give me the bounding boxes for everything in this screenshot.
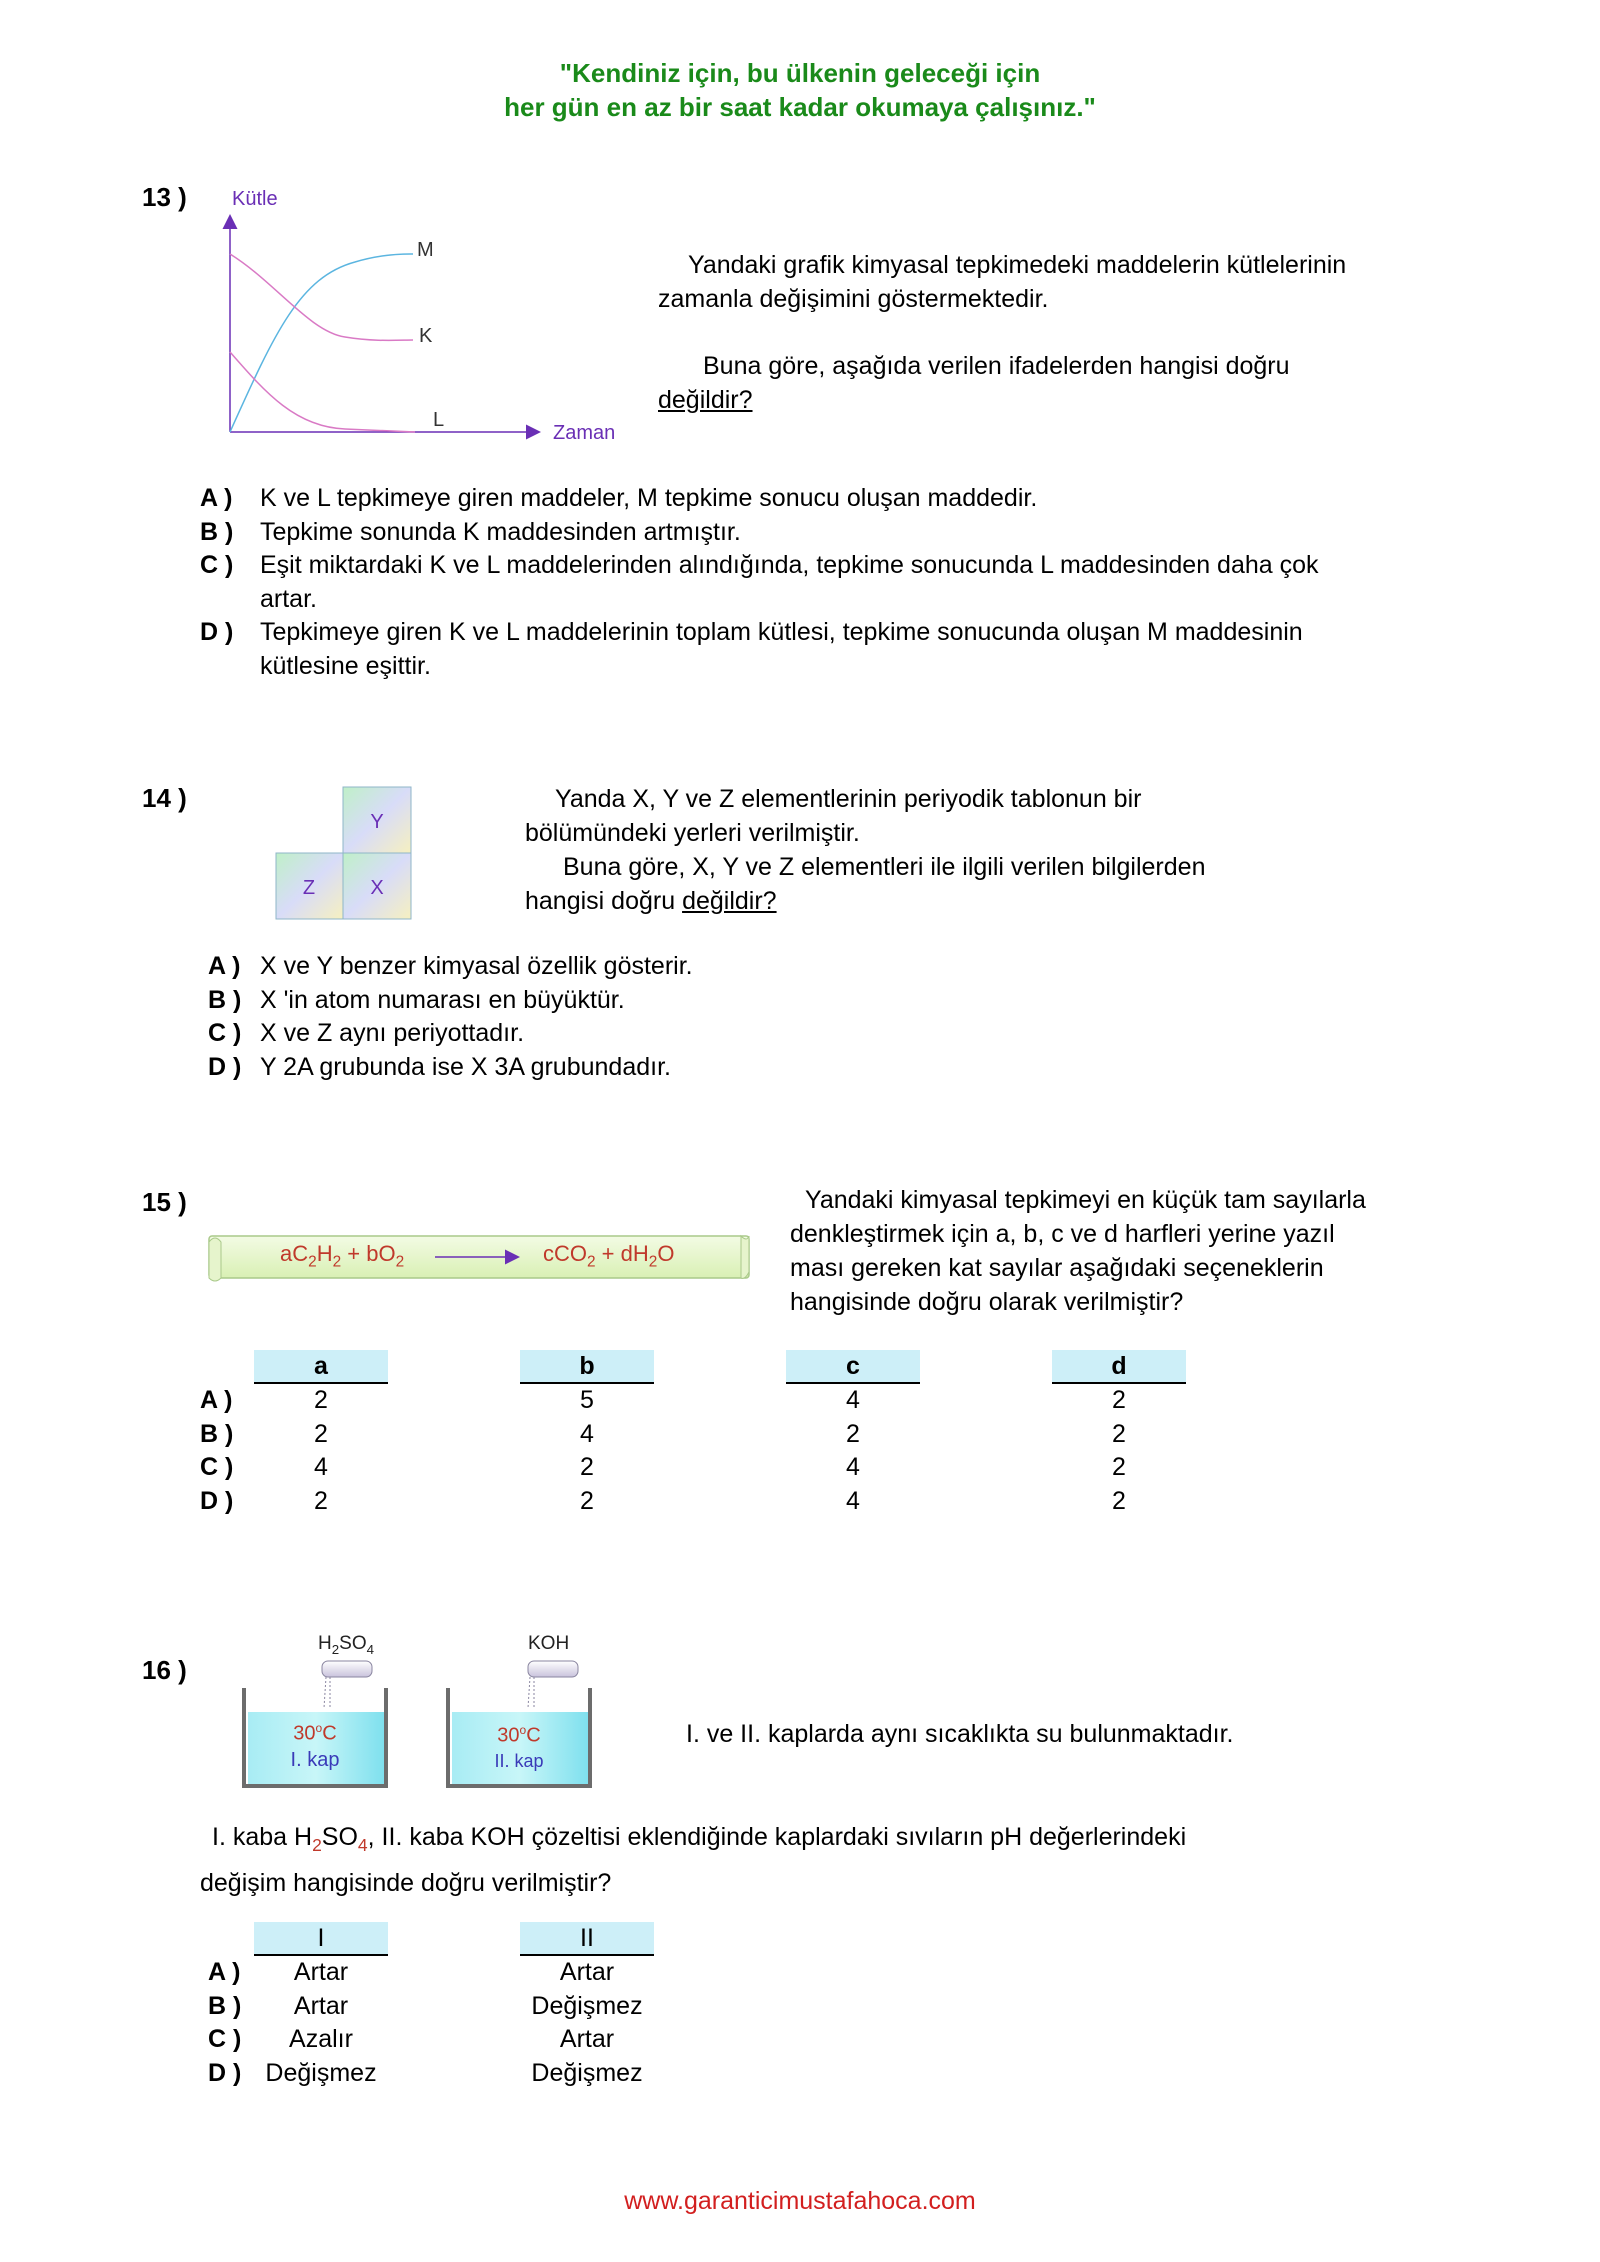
curve-l-label: L [433, 409, 445, 431]
q16-text-part: I. kaba H [212, 1823, 313, 1851]
table-cell: 2 [314, 1486, 328, 1515]
q13-text-line: Yandaki grafik kimyasal tepkimedeki maddelerin kütlelerinin [688, 251, 1347, 279]
q15-text-line: ması gereken kat sayılar aşağıdaki seçeneklerin [790, 1254, 1324, 1282]
option-label: A ) [200, 484, 233, 512]
table-cell: 2 [846, 1419, 860, 1448]
q16-text-sub: 4 [357, 1835, 368, 1855]
table-cell: Değişmez [531, 1991, 643, 2020]
curve-k [230, 254, 413, 340]
option-a[interactable] [208, 950, 1108, 984]
q16-column-ii [520, 1922, 654, 2090]
column-header: a [254, 1350, 388, 1384]
table-cell: Değişmez [265, 2058, 377, 2087]
q13-text-underlined: değildir? [658, 386, 753, 414]
question-16-text [200, 1818, 1500, 1902]
beaker-1-label: I. kap [290, 1749, 340, 1771]
question-14-text [525, 782, 1345, 918]
row-label-b[interactable]: B ) [200, 1419, 234, 1448]
q13-text-line: Buna göre, aşağıda verilen ifadelerden hangisi doğru [703, 352, 1290, 380]
table-cell: 5 [580, 1386, 594, 1414]
table-cell: 2 [1112, 1453, 1126, 1481]
motto-line-2: her gün en az bir saat kadar okumaya çalışınız." [504, 92, 1096, 122]
q15-column-a [254, 1350, 388, 1518]
q14-text-line: Yanda X, Y ve Z elementlerinin periyodik tablonun bir [555, 785, 1142, 813]
option-a[interactable] [200, 482, 1500, 516]
column-header: d [1052, 1350, 1186, 1384]
table-cell: Artar [559, 2025, 615, 2053]
beaker-2-chemical: KOH [528, 1633, 570, 1654]
option-label: D ) [200, 618, 234, 646]
option-c[interactable] [208, 1017, 1108, 1051]
q16-text-sub: 2 [312, 1835, 322, 1855]
beaker-1-chemical: $H_2SO_4$ [318, 1633, 374, 1657]
column-header: c [786, 1350, 920, 1384]
beaker-2 [444, 1628, 594, 1788]
option-label: A ) [208, 952, 241, 980]
option-d[interactable] [200, 616, 1500, 650]
q15-column-b [520, 1350, 654, 1518]
option-label: C ) [208, 1019, 242, 1047]
mass-time-graph [215, 182, 635, 452]
question-13-options [200, 482, 1500, 683]
q15-text-line: denkleştirmek için a, b, c ve d harfleri yerine yazıl [790, 1220, 1335, 1248]
equation-scroll [205, 1232, 753, 1282]
equation-products: $cCO_2 + dH_2O$ [543, 1241, 675, 1271]
footer-url[interactable]: www.garanticimustafahoca.com [624, 2187, 976, 2215]
curve-l [230, 352, 415, 432]
q14-text-line: Buna göre, X, Y ve Z elementleri ile ilgili verilen bilgilerden [563, 853, 1206, 881]
curve-m [230, 254, 413, 432]
option-text: K ve L tepkimeye giren maddeler, M tepkime sonucu oluşan maddedir. [260, 484, 1038, 512]
option-label: D ) [208, 1052, 242, 1081]
beaker-1-temperature: 30$^o$C [293, 1721, 337, 1745]
table-cell: Değişmez [531, 2058, 643, 2087]
table-cell: 4 [314, 1453, 328, 1481]
question-15-number: 15 ) [142, 1187, 187, 1217]
q15-column-d [1052, 1350, 1186, 1518]
option-text: Y 2A grubunda ise X 3A grubundadır. [260, 1052, 671, 1081]
q16-text-line: değişim hangisinde doğru verilmiştir? [200, 1869, 612, 1897]
table-cell: Azalır [289, 2025, 353, 2053]
table-cell: 4 [580, 1419, 594, 1448]
motto-line-1: "Kendiniz için, bu ülkenin geleceği için [559, 58, 1041, 88]
row-label-c[interactable]: C ) [208, 2025, 242, 2053]
table-cell: 2 [314, 1419, 328, 1448]
table-cell: 4 [846, 1386, 860, 1414]
option-c[interactable] [200, 549, 1500, 583]
table-cell: 4 [846, 1486, 860, 1515]
option-d-continuation: kütlesine eşittir. [260, 651, 431, 680]
q15-text-line: Yandaki kimyasal tepkimeyi en küçük tam sayılarla [805, 1186, 1366, 1214]
q16-column-i [254, 1922, 388, 2090]
table-cell: Artar [293, 1991, 349, 2020]
q16-text-part: , II. kaba KOH çözeltisi eklendiğinde kaplardaki sıvıların pH değerlerindeki [367, 1823, 1187, 1851]
y-axis-label: Kütle [232, 188, 278, 210]
question-16-number: 16 ) [142, 1655, 187, 1685]
option-text: X 'in atom numarası en büyüktür. [260, 985, 625, 1014]
column-header: b [520, 1350, 654, 1384]
table-cell: 4 [846, 1453, 860, 1481]
option-text: Tepkimeye giren K ve L maddelerinin toplam kütlesi, tepkime sonucunda oluşan M maddesinin [260, 618, 1303, 646]
q14-text-underlined: değildir? [682, 887, 777, 915]
q13-text-line: zamanla değişimini göstermektedir. [658, 285, 1049, 313]
element-x-label: X [370, 877, 384, 899]
table-cell: 2 [1112, 1486, 1126, 1515]
question-13-text [658, 248, 1418, 417]
q15-text-line: hangisinde doğru olarak verilmiştir? [790, 1288, 1184, 1316]
beaker-1 [240, 1628, 390, 1788]
question-14-number: 14 ) [142, 783, 187, 813]
table-cell: 2 [1112, 1386, 1126, 1414]
option-c-continuation: artar. [260, 584, 317, 613]
option-d[interactable] [208, 1051, 1108, 1085]
option-text: Eşit miktardaki K ve L maddelerinden alındığında, tepkime sonucunda L maddesinden daha çok [260, 551, 1319, 579]
row-label-a[interactable]: A ) [208, 1958, 241, 1986]
row-label-a[interactable]: A ) [200, 1386, 233, 1414]
periodic-table-section [275, 786, 415, 920]
question-13-number: 13 ) [142, 182, 187, 212]
q14-text-line: hangisi doğru [525, 887, 683, 915]
row-label-d[interactable]: D ) [208, 2058, 242, 2087]
table-cell: Artar [293, 1958, 349, 1986]
element-y-label: Y [370, 811, 384, 833]
option-label: C ) [200, 551, 234, 579]
table-cell: 2 [1112, 1419, 1126, 1448]
q15-column-c [786, 1350, 920, 1518]
question-14-options [208, 950, 1108, 1084]
beaker-2-temperature: 30$^o$C [497, 1723, 541, 1747]
curve-m-label: M [417, 239, 434, 261]
option-text: X ve Y benzer kimyasal özellik gösterir. [260, 952, 693, 980]
table-cell: Artar [559, 1958, 615, 1986]
q16-text-part: SO [321, 1823, 358, 1851]
element-z-label: Z [302, 877, 316, 899]
option-label: B ) [208, 985, 242, 1014]
column-header: I [254, 1922, 388, 1956]
row-label-c[interactable]: C ) [200, 1453, 234, 1481]
option-text: X ve Z aynı periyottadır. [260, 1019, 525, 1047]
option-b[interactable] [200, 516, 1500, 550]
row-label-b[interactable]: B ) [208, 1991, 242, 2020]
question-15-text [790, 1183, 1490, 1319]
row-label-d[interactable]: D ) [200, 1486, 234, 1515]
beaker-2-label: II. kap [494, 1751, 544, 1771]
q16-row-labels [208, 1956, 241, 2090]
table-cell: 2 [314, 1386, 328, 1414]
q14-text-line: bölümündeki yerleri verilmiştir. [525, 819, 860, 847]
q15-row-labels [200, 1384, 233, 1518]
option-text: Tepkime sonunda K maddesinden artmıştır. [260, 517, 741, 546]
option-b[interactable] [208, 984, 1108, 1018]
curve-k-label: K [419, 325, 433, 347]
table-cell: 2 [580, 1486, 594, 1515]
x-axis-label: Zaman [553, 422, 616, 444]
question-16-side-text: I. ve II. kaplarda aynı sıcaklıkta su bulunmaktadır. [686, 1720, 1234, 1748]
equation-reactants: $aC_2H_2 + bO_2$ [280, 1241, 405, 1271]
option-label: B ) [200, 517, 234, 546]
column-header: II [520, 1922, 654, 1956]
table-cell: 2 [580, 1453, 594, 1481]
